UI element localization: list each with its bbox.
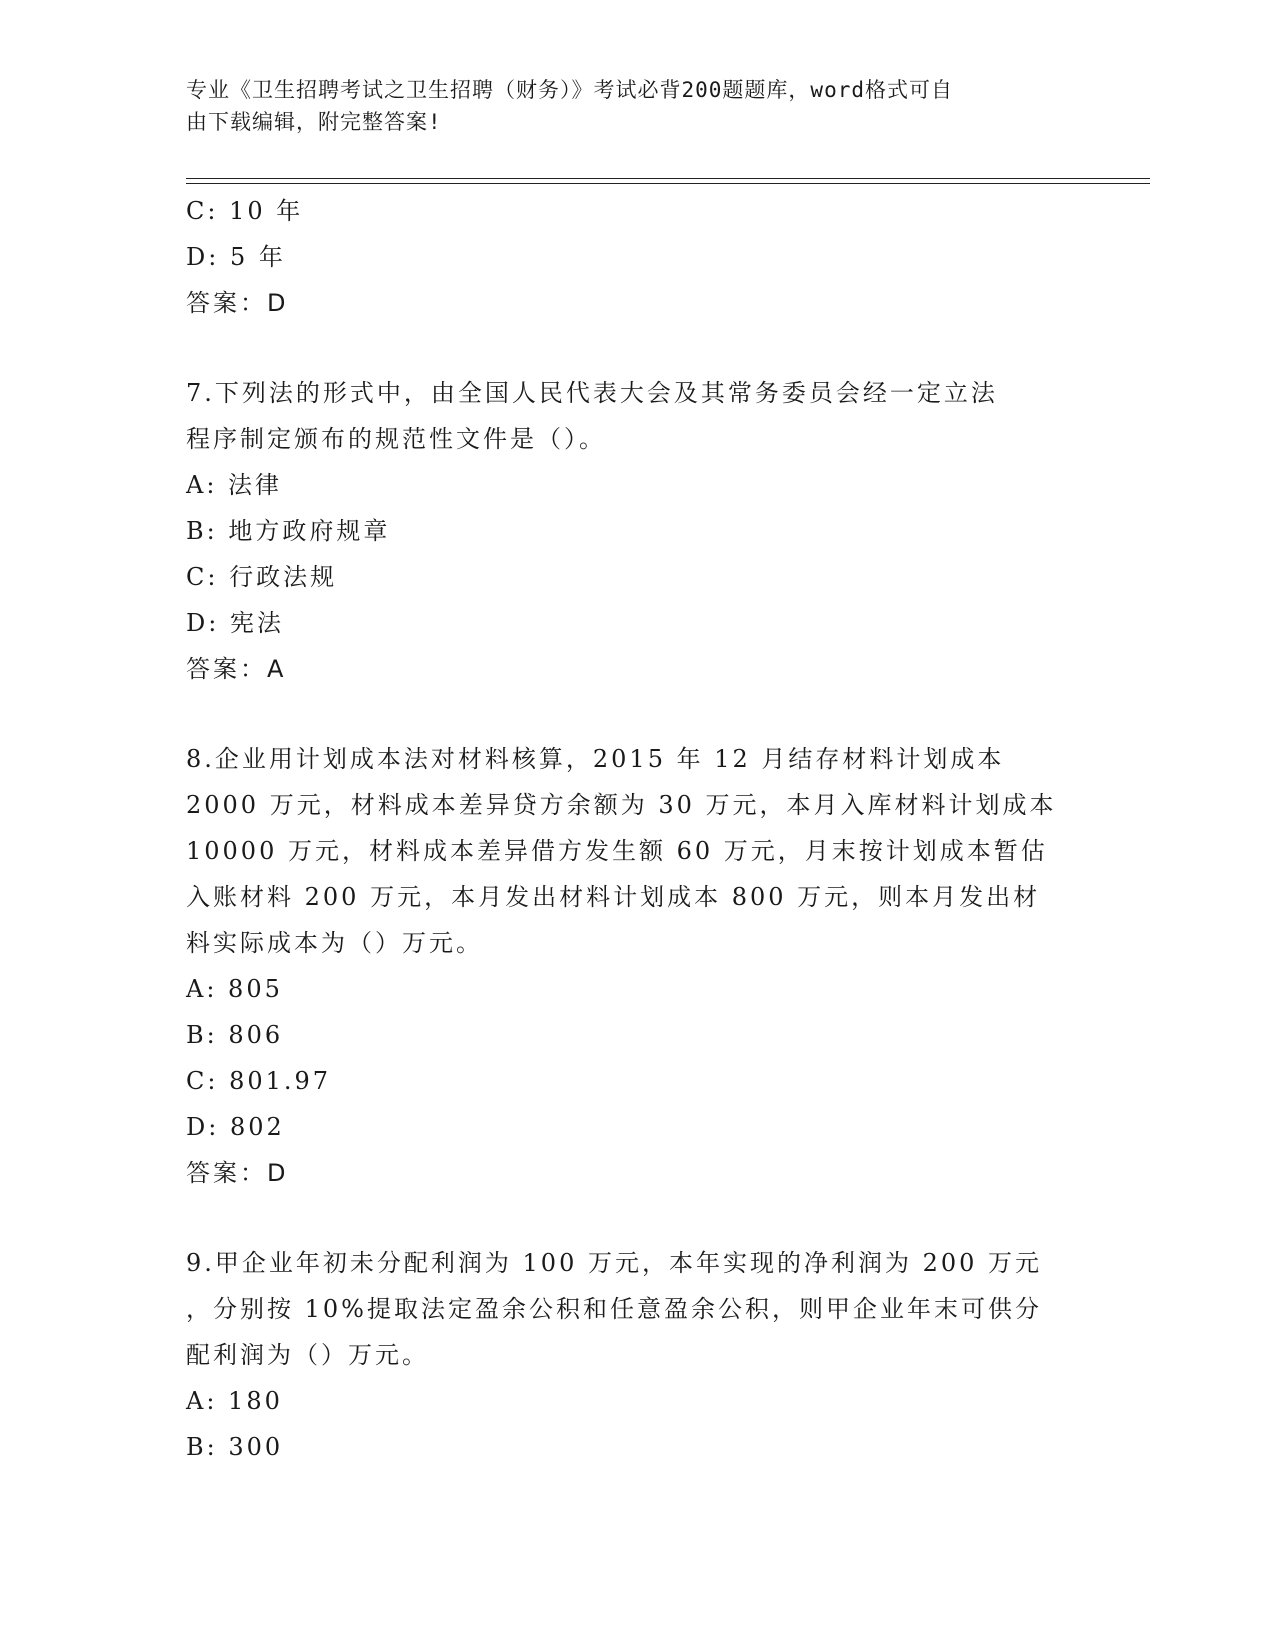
question-7 <box>186 370 1086 692</box>
option-b: B: 806 <box>186 1021 284 1049</box>
option-c: C: 行政法规 <box>186 563 338 591</box>
header-divider-top <box>186 178 1150 179</box>
question-stem: 入账材料 200 万元，本月发出材料计划成本 800 万元，则本月发出材 <box>186 883 1041 911</box>
spacer <box>186 326 1086 370</box>
option-b: B: 地方政府规章 <box>186 517 391 545</box>
spacer <box>186 1196 1086 1240</box>
question-stem: ，分别按 10%提取法定盈余公积和任意盈余公积，则甲企业年末可供分 <box>186 1295 1042 1323</box>
option-d: D: 宪法 <box>186 609 284 637</box>
answer: 答案：D <box>186 289 289 317</box>
option-a: A: 180 <box>186 1387 283 1415</box>
question-stem: 配利润为（）万元。 <box>186 1341 429 1369</box>
option-c: C: 801.97 <box>186 1067 332 1095</box>
option-a: A: 法律 <box>186 471 283 499</box>
document-header <box>186 74 1066 138</box>
question-8 <box>186 736 1086 1196</box>
spacer <box>186 692 1086 736</box>
option-c: C: 10 年 <box>186 197 304 225</box>
question-stem: 7.下列法的形式中，由全国人民代表大会及其常务委员会经一定立法 <box>186 379 998 407</box>
header-line-2: 由下载编辑，附完整答案! <box>186 110 442 134</box>
option-a: A: 805 <box>186 975 283 1003</box>
question-stem: 9.甲企业年初未分配利润为 100 万元，本年实现的净利润为 200 万元 <box>186 1249 1043 1277</box>
header-line-1: 专业《卫生招聘考试之卫生招聘（财务）》考试必背200题题库，word格式可自 <box>186 78 953 102</box>
question-6-tail <box>186 188 1086 326</box>
question-stem: 8.企业用计划成本法对材料核算，2015 年 12 月结存材料计划成本 <box>186 745 1005 773</box>
document-body <box>186 188 1086 1470</box>
answer: 答案：A <box>186 655 287 683</box>
header-divider-bottom <box>186 183 1150 184</box>
option-d: D: 5 年 <box>186 243 286 271</box>
option-d: D: 802 <box>186 1113 285 1141</box>
question-stem: 料实际成本为（）万元。 <box>186 929 483 957</box>
question-stem: 程序制定颁布的规范性文件是（）。 <box>186 425 606 453</box>
question-stem: 2000 万元，材料成本差异贷方余额为 30 万元，本月入库材料计划成本 <box>186 791 1057 819</box>
answer: 答案：D <box>186 1159 289 1187</box>
option-b: B: 300 <box>186 1433 284 1461</box>
question-9 <box>186 1240 1086 1470</box>
question-stem: 10000 万元，材料成本差异借方发生额 60 万元，月末按计划成本暂估 <box>186 837 1048 865</box>
